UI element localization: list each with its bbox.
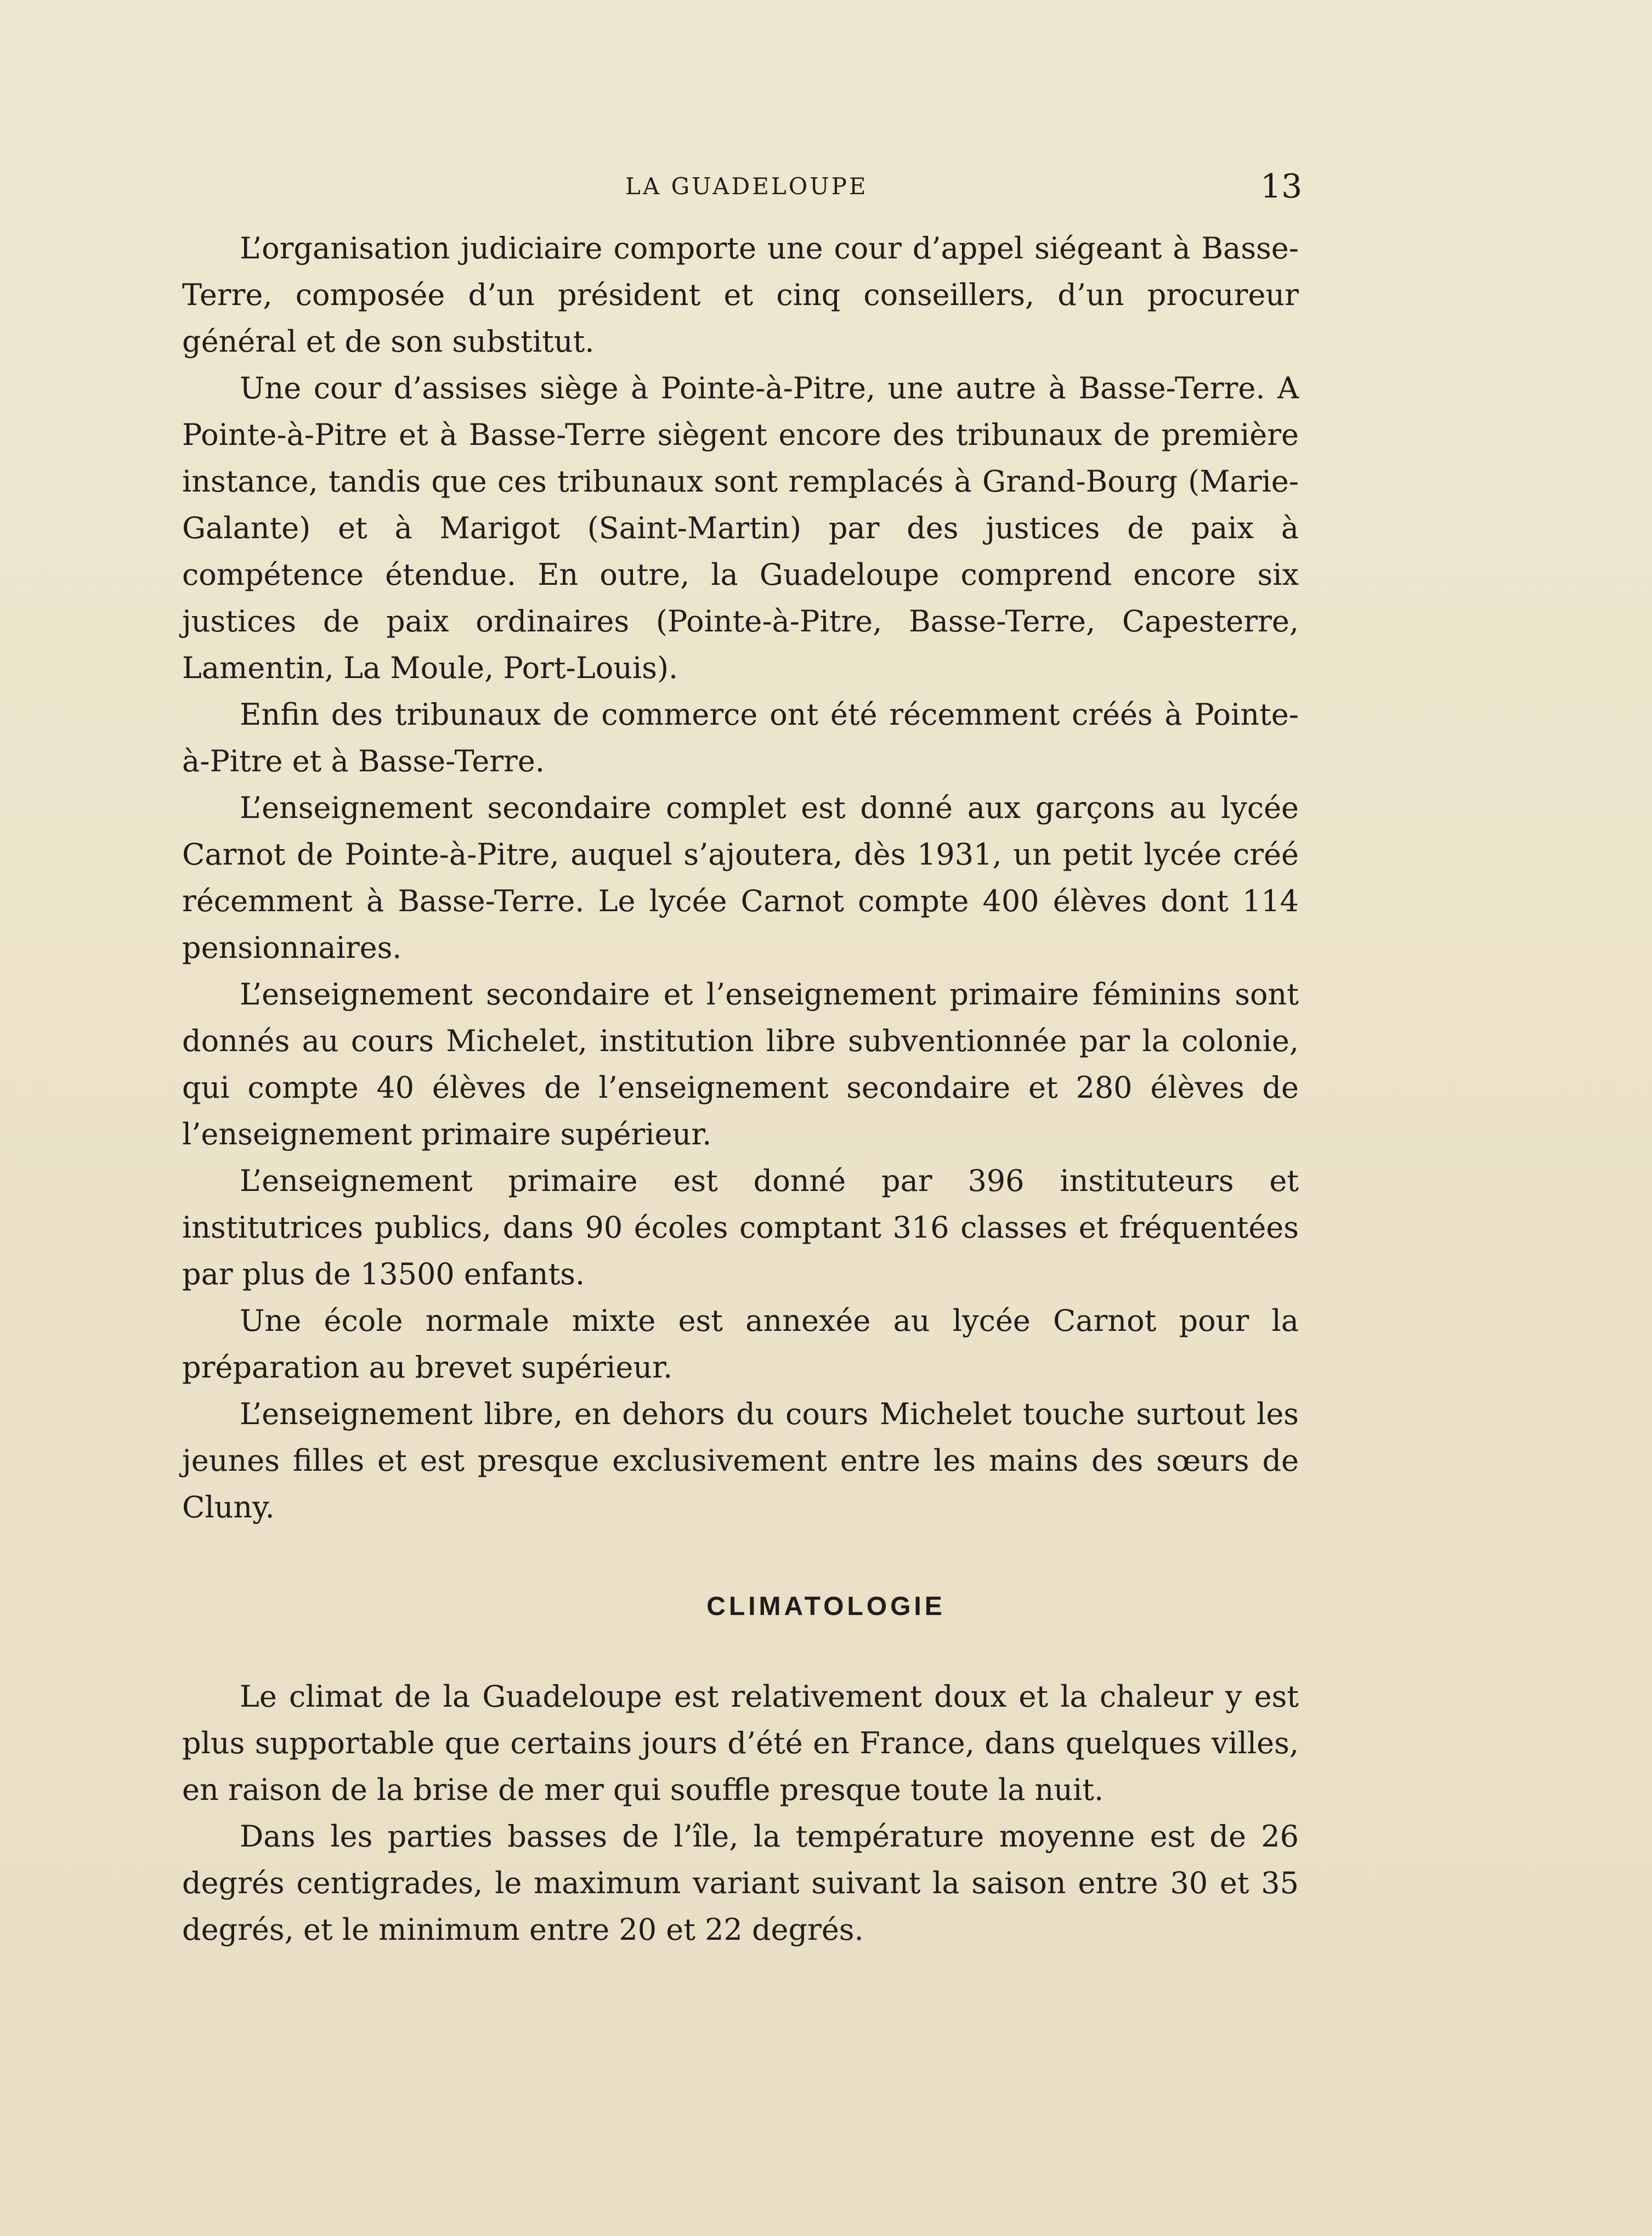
paragraph: L’enseignement secondaire complet est donné aux garçons au lycée Carnot de Pointe-à-Pitre, auquel s’ajoutera, dès 1931, un petit lycée créé récemment à Basse-Terre. Le lycée Carnot compte 400 élèves dont 114 pensionnaires. bbox=[182, 790, 1299, 965]
paragraph: Une cour d’assises siège à Pointe-à-Pitre, une autre à Basse-Terre. A Pointe-à-Pitre et à Basse-Terre siègent encore des tribunaux de première instance, tandis que ces tribunaux sont remplacés à Grand-Bourg (Marie-Galante) et à Marigot (Saint-Martin) par des justices de paix à compétence étendue. En outre, la Guadeloupe comprend encore six justices de paix ordinaires (Pointe-à-Pitre, Basse-Terre, Capesterre, Lamentin, La Moule, Port-Louis). bbox=[182, 371, 1299, 685]
section-body-institutions bbox=[182, 225, 1299, 1531]
section-heading-climatologie: CLIMATOLOGIE bbox=[706, 1592, 946, 1621]
paragraph: Une école normale mixte est annexée au lycée Carnot pour la préparation au brevet supérieur. bbox=[182, 1303, 1299, 1385]
running-title: LA GUADELOUPE bbox=[625, 173, 868, 200]
paragraph: Dans les parties basses de l’île, la température moyenne est de 26 degrés centigrades, le maximum variant suivant la saison entre 30 et 35 degrés, et le minimum entre 20 et 22 degrés. bbox=[182, 1819, 1299, 1947]
paragraph: L’enseignement libre, en dehors du cours Michelet touche surtout les jeunes filles et est presque exclusivement entre les mains des sœurs de Cluny. bbox=[182, 1397, 1299, 1524]
running-header bbox=[0, 165, 1652, 208]
paragraph: L’enseignement primaire est donné par 396 instituteurs et institutrices publics, dans 90 écoles comptant 316 classes et fréquentées par plus de 13500 enfants. bbox=[182, 1164, 1299, 1291]
paragraph: Le climat de la Guadeloupe est relativement doux et la chaleur y est plus supportable que certains jours d’été en France, dans quelques villes, en raison de la brise de mer qui souffle presque toute la nuit. bbox=[182, 1679, 1299, 1807]
section-body-climatologie bbox=[182, 1673, 1299, 1953]
paragraph: L’enseignement secondaire et l’enseignement primaire féminins sont donnés au cours Michelet, institution libre subventionnée par la colonie, qui compte 40 élèves de l’enseignement secondaire et 280 élèves de l’enseignement primaire supérieur. bbox=[182, 977, 1299, 1151]
page-number: 13 bbox=[1260, 167, 1303, 206]
paragraph: Enfin des tribunaux de commerce ont été récemment créés à Pointe-à-Pitre et à Basse-Terre. bbox=[182, 697, 1299, 778]
paragraph: L’organisation judiciaire comporte une cour d’appel siégeant à Basse-Terre, composée d’un président et cinq conseillers, d’un procureur général et de son substitut. bbox=[182, 231, 1299, 359]
